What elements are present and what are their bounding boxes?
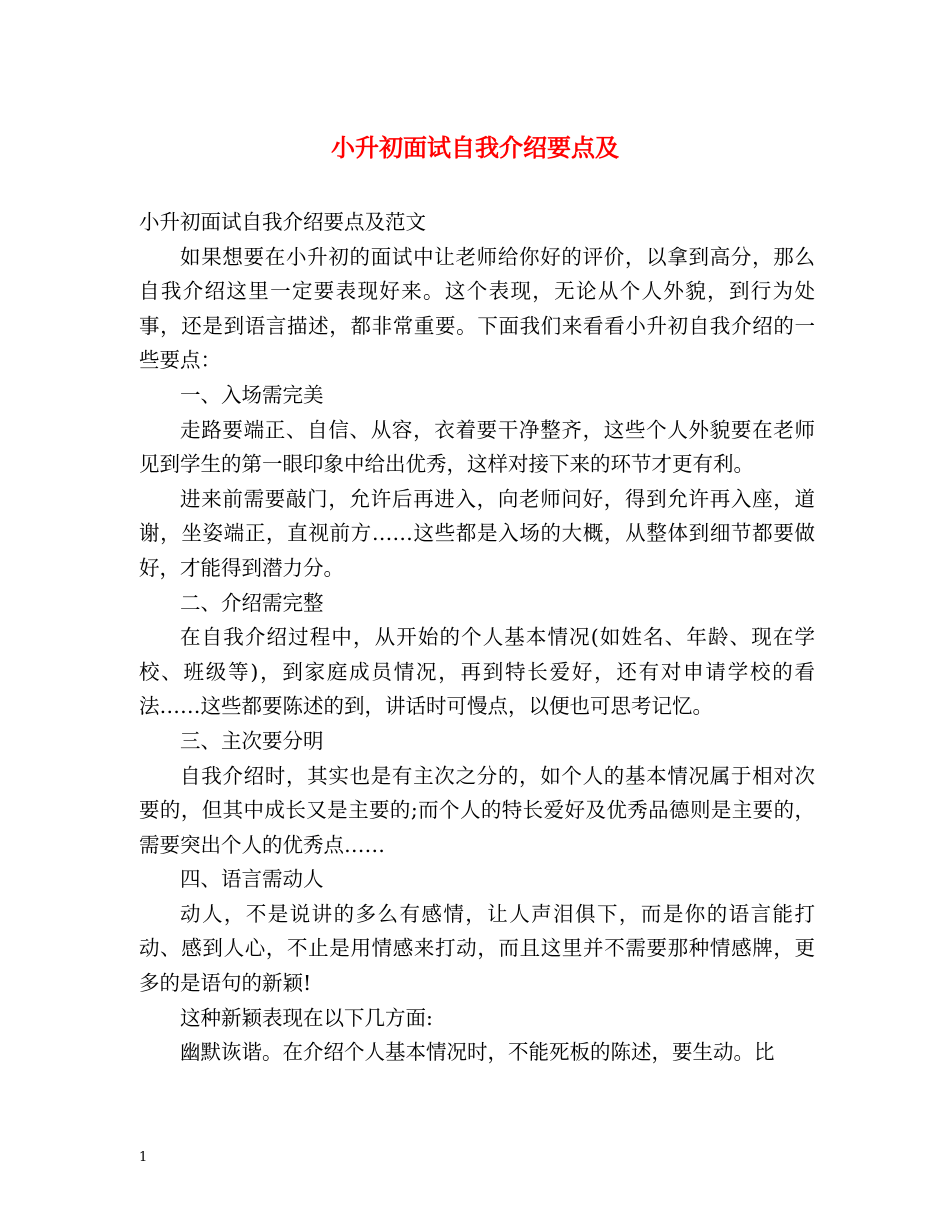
page-number: 1 xyxy=(139,1150,148,1165)
paragraph: 动人，不是说讲的多么有感情，让人声泪俱下，而是你的语言能打动、感到人心，不止是用情感来打动，而且这里并不需要那种情感牌，更多的是语句的新颖! xyxy=(139,901,815,996)
paragraph: 这种新颖表现在以下几方面: xyxy=(180,1005,433,1030)
document-title: 小升初面试自我介绍要点及 xyxy=(331,133,619,162)
paragraph: 走路要端正、自信、从容，衣着要干净整齐，这些个人外貌要在老师见到学生的第一眼印象中给出优秀，这样对接下来的环节才更有利。 xyxy=(139,417,815,477)
paragraph: 在自我介绍过程中，从开始的个人基本情况(如姓名、年龄、现在学校、班级等)，到家庭成员情况，再到特长爱好，还有对申请学校的看法……这些都要陈述的到，讲话时可慢点，以便也可思考记忆。 xyxy=(139,625,815,719)
section-heading-2: 二、介绍需完整 xyxy=(180,590,324,615)
paragraph: 幽默诙谐。在介绍个人基本情况时，不能死板的陈述，要生动。比 xyxy=(180,1040,775,1065)
section-heading-1: 一、入场需完美 xyxy=(180,382,324,407)
paragraph-subtitle: 小升初面试自我介绍要点及范文 xyxy=(139,210,426,234)
section-heading-4: 四、语言需动人 xyxy=(180,867,324,892)
document-body xyxy=(139,205,815,1070)
paragraph-intro: 如果想要在小升初的面试中让老师给你好的评价，以拿到高分，那么自我介绍这里一定要表现好来。这个表现，无论从个人外貌，到行为处事，还是到语言描述，都非常重要。下面我们来看看小升初自我介绍的一些要点： xyxy=(139,244,815,373)
paragraph: 自我介绍时，其实也是有主次之分的，如个人的基本情况属于相对次要的，但其中成长又是主要的;而个人的特长爱好及优秀品德则是主要的，需要突出个人的优秀点…… xyxy=(139,763,815,857)
section-heading-3: 三、主次要分明 xyxy=(180,728,324,753)
paragraph: 进来前需要敲门，允许后再进入，向老师问好，得到允许再入座，道谢，坐姿端正，直视前方……这些都是入场的大概，从整体到细节都要做好，才能得到潜力分。 xyxy=(139,486,815,580)
